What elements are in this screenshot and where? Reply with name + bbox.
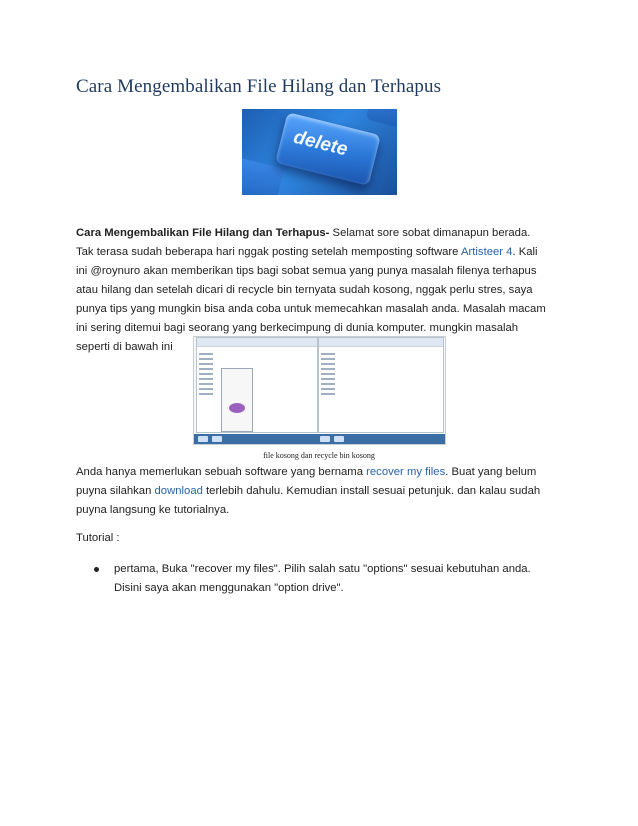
software-text-1: Anda hanya memerlukan sebuah software yang bernama — [76, 466, 367, 478]
intro-bold-lead: Cara Mengembalikan File Hilang dan Terhapus- — [76, 227, 330, 239]
page-title: Cara Mengembalikan File Hilang dan Terhapus — [76, 76, 442, 97]
delete-key-label: delete — [291, 126, 350, 161]
properties-dialog — [221, 368, 253, 432]
tutorial-label: Tutorial : — [76, 532, 120, 544]
list-item — [76, 560, 546, 598]
software-paragraph — [76, 463, 546, 520]
screenshot-caption: file kosong dan recycle bin kosong — [263, 451, 375, 460]
disk-icon — [229, 403, 245, 413]
delete-key-image — [242, 109, 397, 195]
intro-text-1: Selamat sore sobat dimanapun berada. Tak terasa sudah beberapa hari nggak posting setelah memposting software — [76, 227, 531, 258]
explorer-window-left — [196, 337, 318, 433]
tutorial-steps-list — [76, 560, 546, 598]
taskbar — [194, 434, 445, 444]
list-item-text: pertama, Buka "recover my files". Pilih salah satu "options" sesuai kebutuhan anda. Disini saya akan menggunakan "option drive". — [114, 563, 531, 594]
software-text-2: . Buat yang belum puyna silahkan — [76, 466, 537, 497]
intro-text-2: . Kali ini @roynuro akan memberikan tips bagi sobat semua yang punya masalah filenya terhapus atau hilang dan setelah dicari di recycle bin ternyata sudah kosong, nggak perlu stres, saya punya tips yang mungkin bisa anda coba untuk memecahkan masalah anda. Masalah macam ini sering ditemui bagi seorang yang berkecimpung di dunia komputer. mungkin masalah seperti di bawah ini — [76, 246, 546, 353]
explorer-window-right — [318, 337, 444, 433]
download-link[interactable]: download — [154, 485, 203, 497]
recover-my-files-link[interactable]: recover my files — [366, 466, 446, 478]
desktop-screenshot-image — [193, 336, 446, 445]
bullet-icon — [94, 567, 99, 572]
software-text-3: terlebih dahulu. Kemudian install sesuai petunjuk. dan kalau sudah puyna langsung ke tutorialnya. — [76, 485, 541, 516]
artisteer-link[interactable]: Artisteer 4 — [460, 246, 513, 258]
